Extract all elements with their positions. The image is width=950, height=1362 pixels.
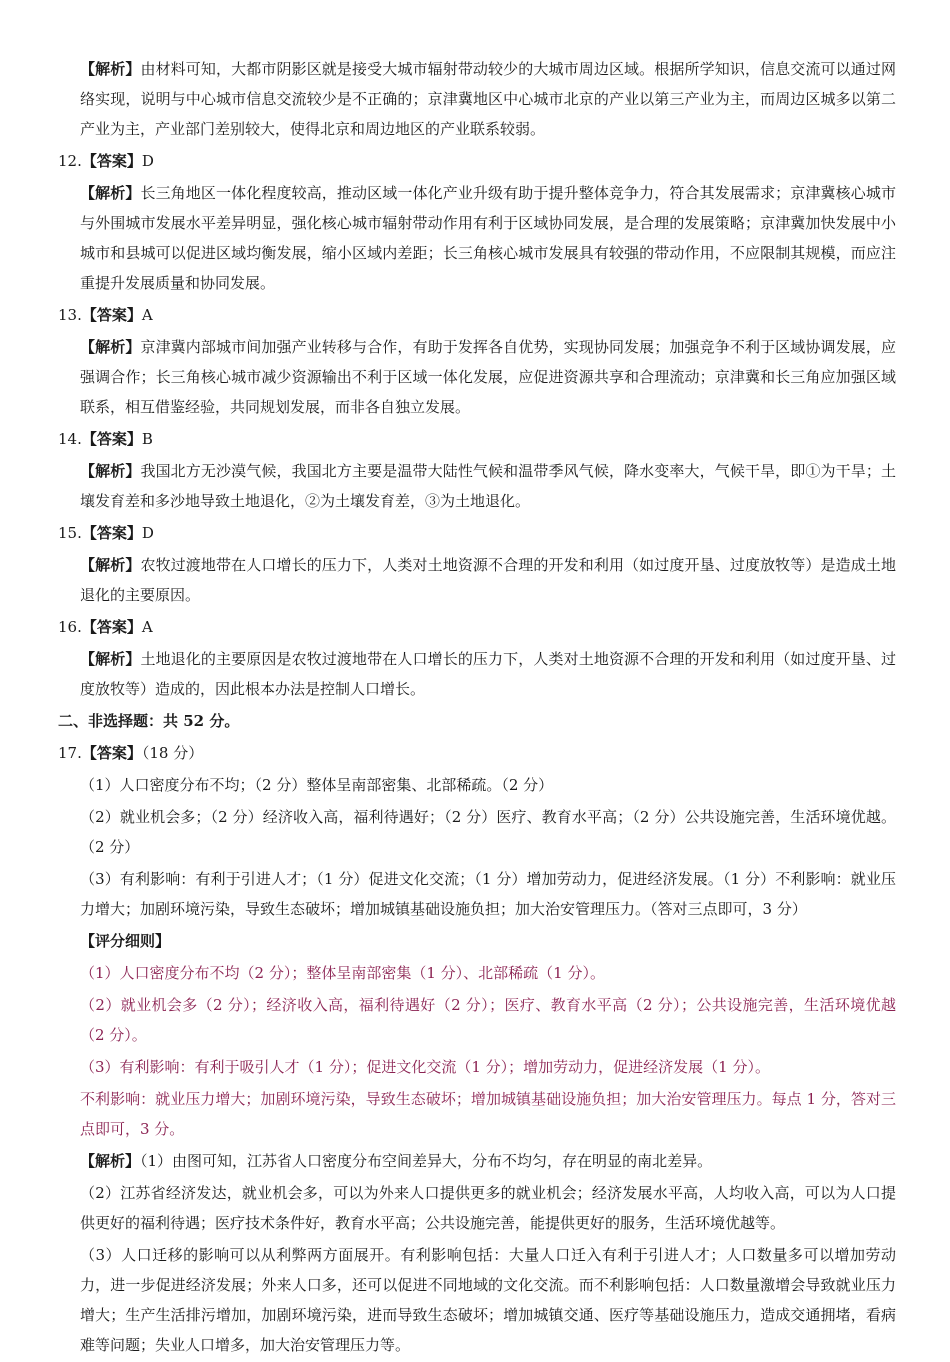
answer-tag: 【答案】 <box>81 430 142 448</box>
answer-14: 14.【答案】B <box>58 430 153 448</box>
answer-17-part-2: （2）就业机会多；（2 分）经济收入高，福利待遇好；（2 分）医疗、教育水平高；（2 分）公共设施完善，生活环境优越。（2 分） <box>80 808 896 856</box>
answer-key-page <box>58 54 896 1362</box>
answer-13: 13.【答案】A <box>58 306 153 324</box>
analysis-17-part-2: （2）江苏省经济发达，就业机会多，可以为外来人口提供更多的就业机会；经济发展水平高，人均收入高，可以为人口提供更好的福利待遇；医疗技术条件好，教育水平高；公共设施完善，能提供更好的服务，生活环境优越等。 <box>80 1184 896 1232</box>
analysis-11: 【解析】由材料可知，大都市阴影区就是接受大城市辐射带动较少的大城市周边区域。根据所学知识，信息交流可以通过网络实现，说明与中心城市信息交流较少是不正确的；京津冀地区中心城市北京的产业以第三产业为主，而周边区城多以第二产业为主，产业部门差别较大，使得北京和周边地区的产业联系较弱。 <box>80 60 896 138</box>
analysis-16: 【解析】土地退化的主要原因是农牧过渡地带在人口增长的压力下，人类对土地资源不合理的开发和利用（如过度开垦、过度放牧等）造成的，因此根本办法是控制人口增长。 <box>80 650 896 698</box>
answer-tag: 【答案】 <box>81 306 142 324</box>
analysis-tag: 【解析】 <box>80 338 141 356</box>
answer-tag: 【答案】 <box>81 618 142 636</box>
answer-tag: 【答案】 <box>81 152 142 170</box>
answer-tag: 【答案】 <box>81 744 142 762</box>
rubric-part-3: （3）有利影响：有利于吸引人才（1 分）；促进文化交流（1 分）；增加劳动力，促进经济发展（1 分）。 <box>80 1058 770 1076</box>
analysis-13: 【解析】京津冀内部城市间加强产业转移与合作，有助于发挥各自优势，实现协同发展；加强竞争不利于区域协调发展，应强调合作；长三角核心城市减少资源输出不利于区域一体化发展，应促进资源共享和合理流动；京津冀和长三角应加强区域联系，相互借鉴经验，共同规划发展，而非各自独立发展。 <box>80 338 896 416</box>
rubric-heading <box>58 926 896 956</box>
analysis-tag: 【解析】 <box>80 650 141 668</box>
answer-16: 16.【答案】A <box>58 618 153 636</box>
rubric-part-2: （2）就业机会多（2 分）；经济收入高，福利待遇好（2 分）；医疗、教育水平高（2 分）；公共设施完善，生活环境优越（2 分）。 <box>80 996 896 1044</box>
analysis-17-part-1: 【解析】（1）由图可知，江苏省人口密度分布空间差异大，分布不均匀，存在明显的南北差异。 <box>80 1152 713 1170</box>
analysis-tag: 【解析】 <box>80 184 141 202</box>
answer-tag: 【答案】 <box>81 524 142 542</box>
analysis-tag: 【解析】 <box>80 556 141 574</box>
answer-17-part-1: （1）人口密度分布不均；（2 分）整体呈南部密集、北部稀疏。（2 分） <box>80 776 554 794</box>
section-heading: 二、非选择题：共 52 分。 <box>58 712 240 730</box>
answer-17-part-3: （3）有利影响：有利于引进人才；（1 分）促进文化交流；（1 分）增加劳动力，促进经济发展。（1 分）不利影响：就业压力增大；加剧环境污染，导致生态破坏；增加城镇基础设施负担；加大治安管理压力。（答对三点即可，3 分） <box>80 870 896 918</box>
analysis-tag: 【解析】 <box>80 462 141 480</box>
analysis-12: 【解析】长三角地区一体化程度较高，推动区域一体化产业升级有助于提升整体竞争力，符合其发展需求；京津冀核心城市与外围城市发展水平差异明显，强化核心城市辐射带动作用有利于区域协同发展，是合理的发展策略；京津冀加快发展中小城市和县城可以促进区域均衡发展，缩小区域内差距；长三角核心城市发展具有较强的带动作用，不应限制其规模，而应注重提升发展质量和协同发展。 <box>80 184 896 292</box>
analysis-tag: 【解析】 <box>80 60 141 78</box>
analysis-14: 【解析】我国北方无沙漠气候，我国北方主要是温带大陆性气候和温带季风气候，降水变率大，气候干旱，即①为干旱；土壤发育差和多沙地导致土地退化，②为土壤发育差，③为土地退化。 <box>80 462 896 510</box>
rubric-tag: 【评分细则】 <box>80 932 171 950</box>
answer-15: 15.【答案】D <box>58 524 154 542</box>
answer-12: 12.【答案】D <box>58 152 154 170</box>
rubric-part-3-negative: 不利影响：就业压力增大；加剧环境污染，导致生态破坏；增加城镇基础设施负担；加大治安管理压力。每点 1 分，答对三点即可，3 分。 <box>80 1090 896 1138</box>
rubric-part-1: （1）人口密度分布不均（2 分）；整体呈南部密集（1 分）、北部稀疏（1 分）。 <box>80 964 605 982</box>
analysis-17-part-3: （3）人口迁移的影响可以从利弊两方面展开。有利影响包括：大量人口迁入有利于引进人才；人口数量多可以增加劳动力，进一步促进经济发展；外来人口多，还可以促进不同地域的文化交流。而不利影响包括：人口数量激增会导致就业压力增大；生产生活排污增加，加剧环境污染，进而导致生态破坏；增加城镇交通、医疗等基础设施压力，造成交通拥堵，看病难等问题；失业人口增多，加大治安管理压力等。 <box>80 1246 896 1354</box>
answer-17: 17.【答案】（18 分） <box>58 744 204 762</box>
analysis-15: 【解析】农牧过渡地带在人口增长的压力下，人类对土地资源不合理的开发和利用（如过度开垦、过度放牧等）是造成土地退化的主要原因。 <box>80 556 896 604</box>
analysis-tag: 【解析】 <box>80 1152 141 1170</box>
